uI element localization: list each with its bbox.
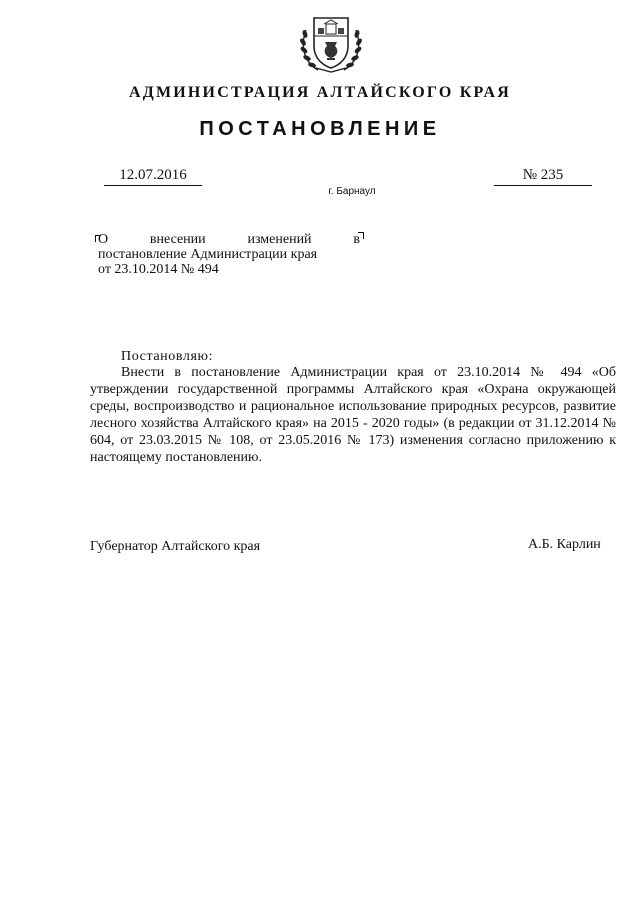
signatory-position: Губернатор Алтайского края [90,539,261,554]
body-paragraph: Внести в постановление Администрации края от 23.10.2014 № 494 «Об утверждении государственной программы Алтайского края «Охрана окружающей среды, воспроизводство и рациональное использование природных ресурсов, развитие лесного хозяйства Алтайского края» на 2015 - 2020 годы» (в редакции от 31.12.2014 № 604, от 23.03.2015 № 108, от 23.05.2016 № 173) изменения согласно приложению к настоящему постановлению. [90,365,616,465]
document-type: ПОСТАНОВЛЕНИЕ [199,118,441,140]
subject-word: внесении [149,232,206,247]
subject-line-3: от 23.10.2014 № 494 [98,262,219,277]
document-number: № 235 [494,166,592,186]
subject-line-1 [98,232,360,247]
subject-line-2: постановление Администрации края [98,247,318,262]
organization-name: АДМИНИСТРАЦИЯ АЛТАЙСКОГО КРАЯ [129,84,511,101]
document-date: 12.07.2016 [104,166,202,186]
decree-word: Постановляю: [121,349,214,364]
document-subject [98,232,360,277]
altai-krai-coat-of-arms-icon [296,10,366,76]
subject-word: в [353,232,360,247]
signatory-name: А.Б. Карлин [528,537,601,552]
subject-word: изменений [247,232,312,247]
document-city: г. Барнаул [328,186,376,197]
subject-word: О [98,232,109,247]
subject-corner-left [95,235,101,242]
subject-corner-right [358,232,364,239]
